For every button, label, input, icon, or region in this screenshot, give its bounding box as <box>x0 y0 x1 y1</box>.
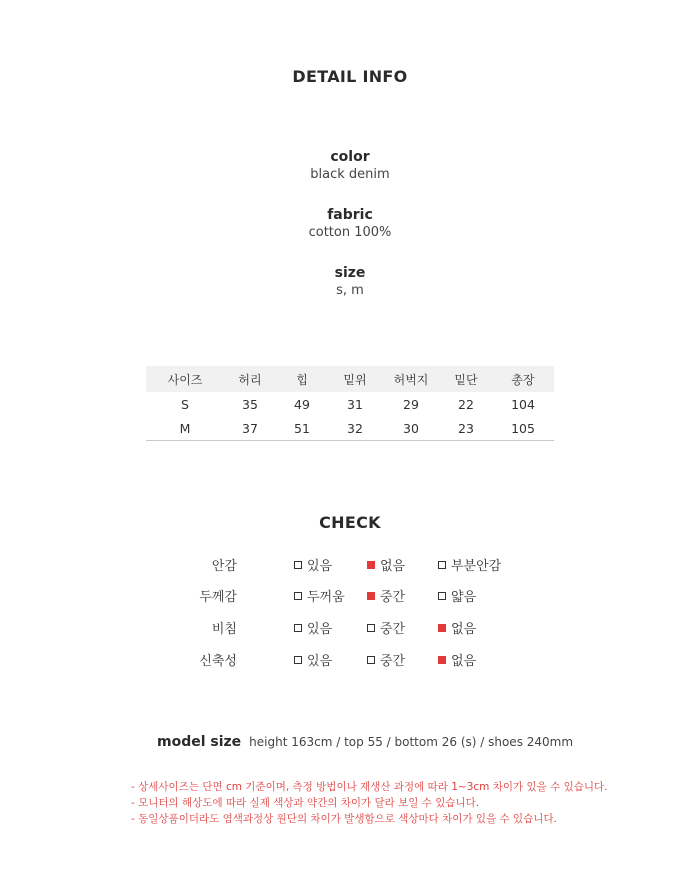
check-option <box>367 586 405 605</box>
table-cell: 22 <box>458 396 474 412</box>
table-cell: 51 <box>276 416 328 441</box>
table-cell: 37 <box>224 416 276 441</box>
check-row-label: 안감 <box>211 559 237 574</box>
fabric-label: fabric <box>327 207 373 223</box>
header-waist: 허리 <box>224 366 276 392</box>
fabric-value: cotton 100% <box>308 225 392 240</box>
table-cell: 104 <box>511 396 535 412</box>
model-size <box>157 731 573 750</box>
checked-box-icon <box>367 561 375 569</box>
check-option <box>294 650 332 669</box>
check-row-stretch <box>0 650 700 670</box>
notes <box>131 779 608 827</box>
note-line: - 모니터의 해상도에 따라 실제 색상과 약간의 차이가 달라 보일 수 있습니다. <box>131 797 480 809</box>
check-row-lining <box>0 555 700 575</box>
check-option-label: 중간 <box>380 622 406 637</box>
header-rise: 밑위 <box>328 366 382 392</box>
checkbox-icon <box>294 592 302 600</box>
checkbox-icon <box>438 592 446 600</box>
check-row-thickness <box>0 586 700 606</box>
checkbox-icon <box>438 561 446 569</box>
check-option-label: 없음 <box>451 622 477 637</box>
checkbox-icon <box>367 656 375 664</box>
table-cell: M <box>146 416 224 441</box>
check-row-label: 신축성 <box>199 654 237 669</box>
check-option <box>367 618 405 637</box>
check-row-label: 두께감 <box>199 590 237 605</box>
check-row-sheerness <box>0 618 700 638</box>
check-option-label: 있음 <box>307 654 333 669</box>
check-option-label: 없음 <box>451 654 477 669</box>
check-option <box>294 586 345 605</box>
table-cell: 29 <box>403 396 419 412</box>
table-row <box>146 416 554 441</box>
check-option <box>367 650 405 669</box>
model-size-label: model size <box>157 734 242 750</box>
check-option <box>438 555 501 574</box>
check-option-label: 중간 <box>380 654 406 669</box>
checked-box-icon <box>438 624 446 632</box>
size-value: s, m <box>336 283 364 298</box>
header-hip: 힙 <box>276 366 328 392</box>
size-table-header-row <box>146 366 554 392</box>
table-cell: S <box>181 396 189 412</box>
table-cell: 31 <box>347 396 363 412</box>
checkbox-icon <box>367 624 375 632</box>
check-option <box>438 586 476 605</box>
check-row-label: 비침 <box>211 622 237 637</box>
table-cell: 23 <box>440 416 492 441</box>
check-option <box>367 555 405 574</box>
check-title: CHECK <box>319 513 381 532</box>
model-size-value: height 163cm / top 55 / bottom 26 (s) / shoes 240mm <box>249 735 574 749</box>
check-option-label: 없음 <box>380 559 406 574</box>
table-row <box>146 392 554 416</box>
check-option-label: 부분안감 <box>451 559 502 574</box>
check-option <box>294 618 332 637</box>
table-cell: 105 <box>492 416 554 441</box>
detail-info-title: DETAIL INFO <box>292 67 408 86</box>
checked-box-icon <box>438 656 446 664</box>
header-hem: 밑단 <box>440 366 492 392</box>
checkbox-icon <box>294 561 302 569</box>
header-thigh: 허벅지 <box>382 366 440 392</box>
header-length: 총장 <box>492 366 554 392</box>
size-label: size <box>334 265 366 281</box>
checkbox-icon <box>294 624 302 632</box>
check-option <box>438 650 476 669</box>
check-option-label: 얇음 <box>451 590 477 605</box>
header-size: 사이즈 <box>146 366 224 392</box>
size-table <box>146 366 554 441</box>
table-cell: 30 <box>382 416 440 441</box>
table-cell: 32 <box>328 416 382 441</box>
checkbox-icon <box>294 656 302 664</box>
note-line: - 상세사이즈는 단면 cm 기준이며, 측정 방법이나 재생산 과정에 따라 1~3cm 차이가 있을 수 있습니다. <box>131 781 608 793</box>
check-option-label: 있음 <box>307 559 333 574</box>
check-option-label: 두꺼움 <box>307 590 345 605</box>
check-option-label: 있음 <box>307 622 333 637</box>
check-option-label: 중간 <box>380 590 406 605</box>
table-cell: 35 <box>242 396 258 412</box>
color-label: color <box>330 149 370 165</box>
color-value: black denim <box>310 167 390 182</box>
table-cell: 49 <box>294 396 310 412</box>
check-option <box>294 555 332 574</box>
check-option <box>438 618 476 637</box>
checked-box-icon <box>367 592 375 600</box>
note-line: - 동일상품이더라도 염색과정상 원단의 차이가 발생함으로 색상마다 차이가 있을 수 있습니다. <box>131 813 557 825</box>
